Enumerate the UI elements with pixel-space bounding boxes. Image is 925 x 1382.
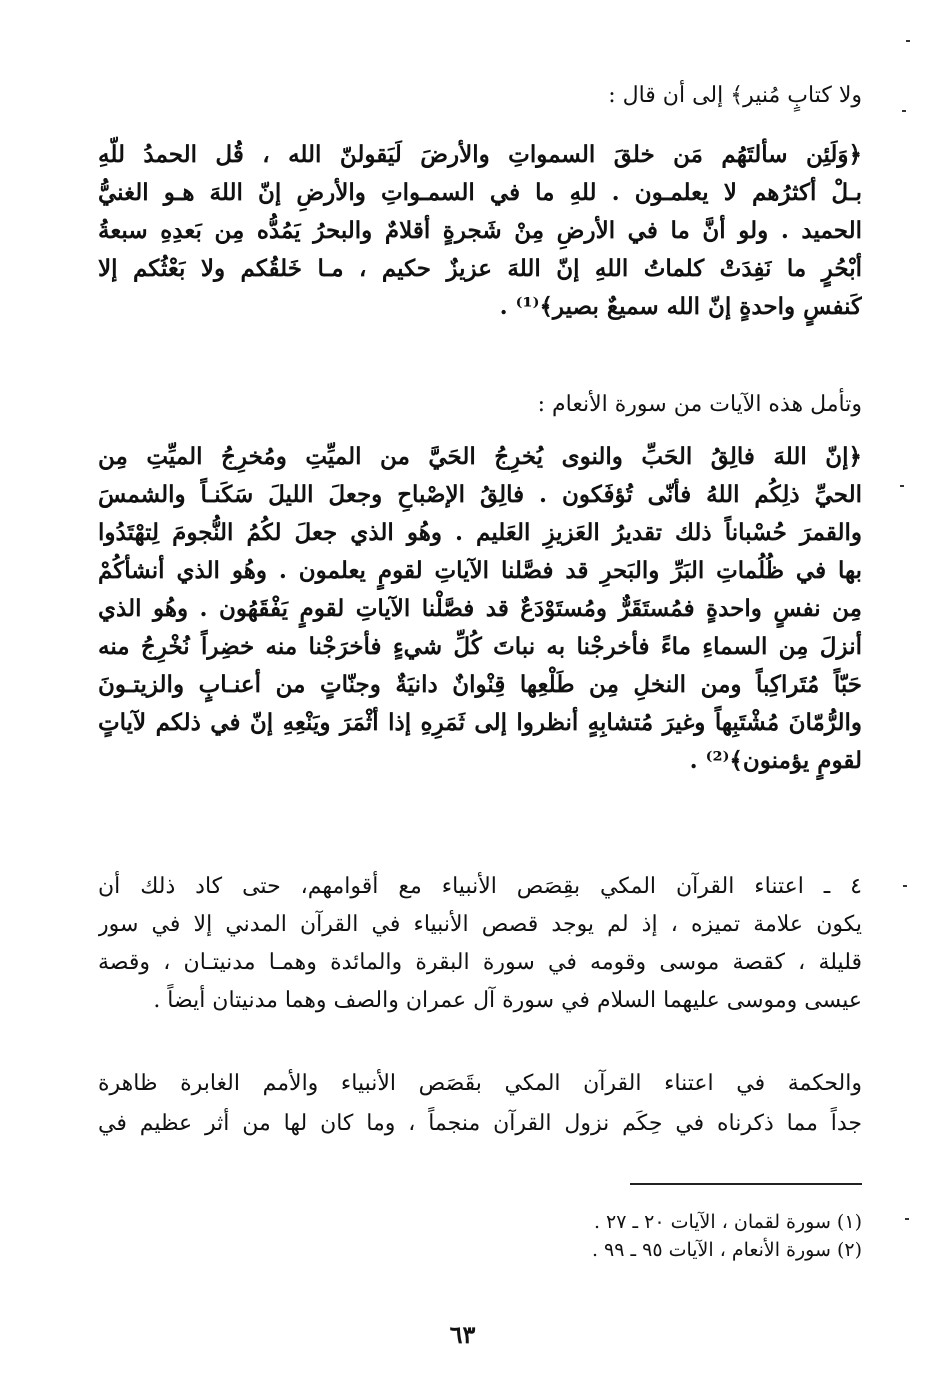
verse-line: أبْحُرٍ ما نَفِدَتْ كلماتُ اللهِ إنّ اللهَ عزيزٌ حكيم ، مـا خَلقُكم ولا بَعْثُكم إلا [98,255,862,282]
verse-line: الحميد . ولو أنَّ ما في الأرضِ مِنْ شَجرةٍ أقلامٌ والبحرُ يَمُدُّه مِن بَعدِهِ سبعةُ [98,217,862,244]
paragraph-line: جداً مما ذكرناه في حِكَم نزول القرآن منجماً ، وما كان لها من أثر عظيم في [98,1111,862,1136]
wisdom-paragraph [98,1064,862,1144]
paragraph-line: يكون علامة تميزه ، إذ لم يوجد قصص الأنبياء في القرآن المدني إلا في سور [98,912,862,937]
verse-line: بها في ظُلُماتِ البَرِّ والبَحرِ قد فصَّلنا الآياتِ لقومٍ يعلمون . وهُو الذي أنشأكُمْ [98,557,862,584]
paragraph-line: عيسى وموسى عليهما السلام في سورة آل عمران والصف وهما مدنيتان أيضاً . [153,988,862,1013]
point-four-paragraph [98,868,862,1020]
verse-line: ﴿إنّ اللهَ فالِقُ الحَبِّ والنوى يُخرِجُ الحَيَّ من الميِّتِ ومُخرِجُ الميِّتِ مِن [98,443,862,470]
verse-line: ﴿وَلَئِن سألتَهُم مَن خلقَ السمواتِ والأرضَ لَيَقولنّ الله ، قُل الحمدُ للّهِ [98,141,862,168]
anam-intro [98,387,862,422]
footnote-2: (٢) سورة الأنعام ، الآيات ٩٥ ـ ٩٩ . [591,1239,862,1261]
verse-line: مِن نفسٍ واحدةٍ فمُستَقَرٌّ ومُستَوْدَعٌ قد فصَّلْنا الآياتِ لقومٍ يَفْقَهُون . وهُو الذي [98,595,862,622]
paragraph-line: قليلة ، كقصة موسى وقومه في سورة البقرة والمائدة وهمـا مدنيتـان ، وقصة [98,950,862,975]
verse-line: حَبّاً مُتَراكِباً ومن النخلِ مِن طَلْعِها قِنْوانٌ دانيَةٌ وجنّاتٍ من أعنـابٍ والزيتـونَ [98,671,862,698]
scan-speck [900,485,904,487]
verse-line: والقمرَ حُسْباناً ذلك تقديرُ العَزيزِ العَليم . وهُو الذي جعلَ لكُمُ النُّجومَ لِتهْتَدُوا [98,519,862,546]
footnotes [460,1208,862,1264]
verse-line: بـلْ أكثرُهم لا يعلمـون . للهِ ما في السمـواتِ والأرضِ إنّ اللهَ هـو الغنيُّ [98,179,862,206]
verse-line: والرُّمّانَ مُشْتَبِهاً وغيرَ مُتشابِهٍ أنظروا إلى ثَمَرِهِ إذا أثْمَرَ ويَنْعِهِ إنّ في ذلكم لآياتٍ [98,709,862,736]
paragraph-line: ٤ ـ اعتناء القرآن المكي بقِصَص الأنبياء مع أقوامهم، حتى كاد ذلك أن [98,874,862,899]
paragraph-line: والحكمة في اعتناء القرآن المكي بقَصَص الأنبياء والأمم الغابرة ظاهرة [98,1071,862,1096]
intro-line [98,78,862,113]
scan-speck [902,110,906,112]
verse-line: لقومٍ يؤمنون﴾⁽²⁾ . [689,747,862,774]
scan-speck [906,40,910,42]
footnote-1: (١) سورة لقمان ، الآيات ٢٠ ـ ٢٧ . [593,1211,862,1233]
scan-speck [903,885,907,887]
verse-line: كَنفسٍ واحدةٍ إنّ الله سميعٌ بصير﴾⁽¹⁾ . [499,293,862,320]
verse-anam [98,438,862,780]
verse-line: الحيِّ ذلِكُم اللهُ فأنّى تُؤفَكون . فالِقُ الإصْباحِ وجعلَ الليلَ سَكَنـاً والشمسَ [98,481,862,508]
text-line: وتأمل هذه الآيات من سورة الأنعام : [537,392,862,417]
text-line: ولا كتابٍ مُنير﴾ إلى أن قال : [608,83,862,108]
verse-line: أنزلَ مِن السماءِ ماءً فأخرجْنا به نباتَ كُلِّ شيءٍ فأخرَجْنا منه خضِراً نُخْرِجُ منه [98,633,862,660]
page-number: ٦٣ [449,1320,476,1349]
scan-speck [905,1218,909,1220]
footnote-divider [630,1183,862,1185]
verse-luqman [98,136,862,326]
